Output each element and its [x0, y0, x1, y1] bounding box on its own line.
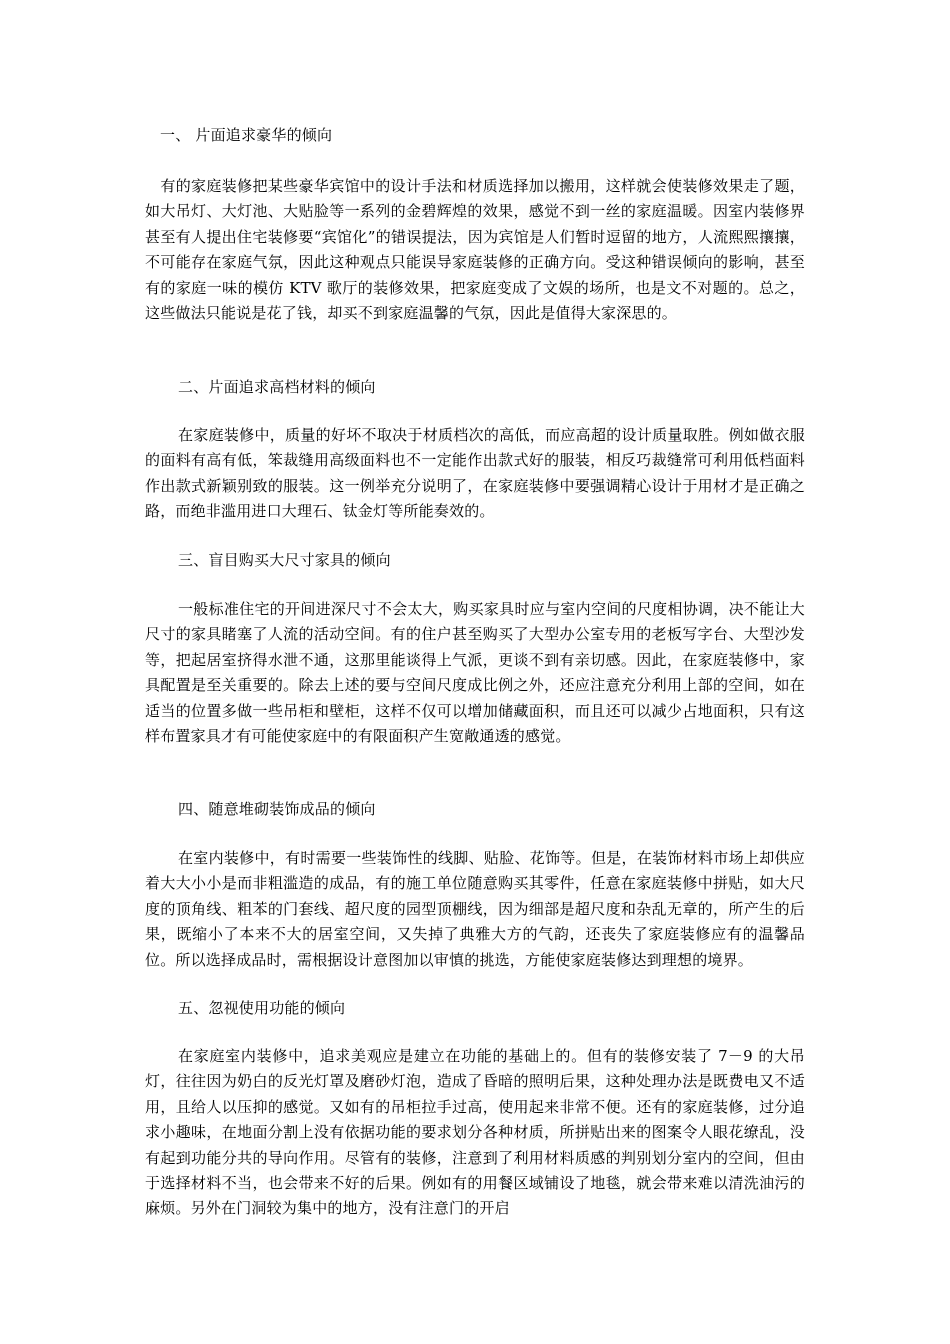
- section-1-heading: 一、 片面追求豪华的倾向: [160, 126, 333, 144]
- section-3-paragraph: 一般标准住宅的开间进深尺寸不会太大，购买家具时应与室内空间的尺度相协调，决不能让大尺寸的家具睹塞了人流的活动空间。有的住户甚至购买了大型办公室专用的老板写字台、大型沙发等，把起居室挤得水泄不通，这那里能谈得上气派，更谈不到有亲切感。因此，在家庭装修中，家具配置是至关重要的。除去上述的要与空间尺度成比例之外，还应注意充分利用上部的空间，如在适当的位置多做一些吊柜和壁柜，这样不仅可以增加储藏面积，而且还可以减少占地面积，只有这样布置家具才有可能使家庭中的有限面积产生宽敞通透的感觉。: [145, 600, 805, 746]
- section-2-paragraph: 在家庭装修中，质量的好坏不取决于材质档次的高低，而应高超的设计质量取胜。例如做衣服的面料有高有低，笨裁缝用高级面料也不一定能作出款式好的服装，相反巧裁缝常可利用低档面料作出款式新颖别致的服装。这一例举充分说明了，在家庭装修中要强调精心设计于用材才是正确之路，而绝非滥用进口大理石、钛金灯等所能奏效的。: [145, 426, 805, 521]
- section-4-heading: 四、随意堆砌装饰成品的倾向: [178, 800, 376, 818]
- section-5-heading: 五、忽视使用功能的倾向: [178, 999, 346, 1017]
- section-4-paragraph: 在室内装修中，有时需要一些装饰性的线脚、贴脸、花饰等。但是，在装饰材料市场上却供应着大大小小是而非粗滥造的成品，有的施工单位随意购买其零件，任意在家庭装修中拼贴，如大尺度的顶角线、粗苯的门套线、超尺度的园型顶棚线，因为细部是超尺度和杂乱无章的，所产生的后果，既缩小了本来不大的居室空间，又失掉了典雅大方的气韵，还丧失了家庭装修应有的温馨品位。所以选择成品时，需根据设计意图加以审慎的挑选，方能使家庭装修达到理想的境界。: [145, 849, 805, 969]
- section-2-heading: 二、片面追求高档材料的倾向: [178, 378, 376, 396]
- section-3-heading: 三、盲目购买大尺寸家具的倾向: [178, 551, 391, 569]
- section-1-paragraph: 有的家庭装修把某些豪华宾馆中的设计手法和材质选择加以搬用，这样就会使装修效果走了题，如大吊灯、大灯池、大贴脸等一系列的金碧辉煌的效果，感觉不到一丝的家庭温暖。因室内装修界甚至有人提出住宅装修要“宾馆化”的错误提法，因为宾馆是人们暂时逗留的地方，人流熙熙攘攘，不可能存在家庭气氛，因此这种观点只能误导家庭装修的正确方向。受这种错误倾向的影响，甚至有的家庭一味的模仿 KTV 歌厅的装修效果，把家庭变成了文娱的场所，也是文不对题的。总之，这些做法只能说是花了钱，却买不到家庭温馨的气氛，因此是值得大家深思的。: [145, 177, 805, 323]
- section-5-paragraph: 在家庭室内装修中，追求美观应是建立在功能的基础上的。但有的装修安装了 7－9 的大吊灯，往往因为奶白的反光灯罩及磨砂灯泡，造成了昏暗的照明后果，这种处理办法是既费电又不适用，且给人以压抑的感觉。又如有的吊柜拉手过高，使用起来非常不便。还有的家庭装修，过分追求小趣味，在地面分割上没有依据功能的要求划分各种材质，所拼贴出来的图案令人眼花缭乱，没有起到功能分共的导向作用。尽管有的装修，注意到了利用材料质感的判别划分室内的空间，但由于选择材料不当，也会带来不好的后果。例如有的用餐区域铺设了地毯，就会带来难以清洗油污的麻烦。另外在门洞较为集中的地方，没有注意门的开启: [145, 1047, 805, 1218]
